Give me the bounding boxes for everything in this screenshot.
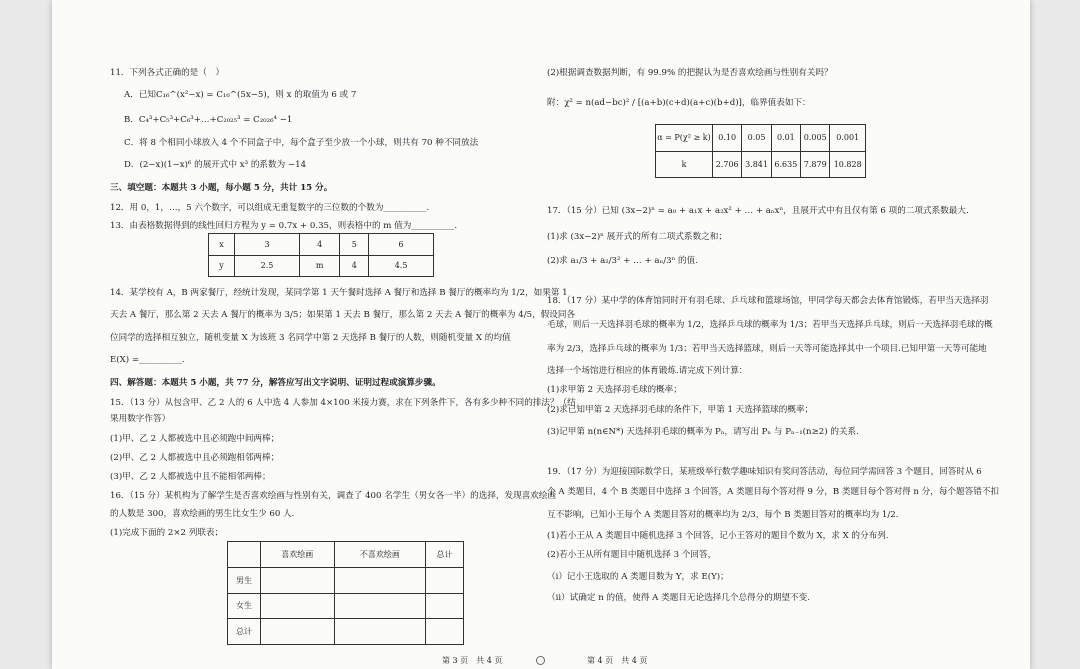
q11-stem: 11．下列各式正确的是（ ） — [110, 68, 225, 78]
q11-option-b: B．C₄³+C₅³+C₆³+…+C₂₀₂₅³ = C₂₀₂₆⁴ −1 — [124, 115, 293, 125]
q16-part-1: (1)完成下面的 2×2 列联表； — [110, 528, 224, 538]
table-cell: y — [209, 255, 235, 277]
q12: 12．用 0，1，…，5 六个数字，可以组成无重复数字的三位数的个数为__________. — [110, 203, 430, 213]
chi-critical-table — [655, 124, 866, 178]
table-cell: 2.5 — [235, 255, 300, 277]
table-cell: 4 — [299, 234, 340, 256]
q15-part-2: (2)甲、乙 2 人都被选中且必须跑相邻两棒； — [110, 453, 280, 463]
q14-line-3: 位同学的选择相互独立，随机变量 X 为该班 3 名同学中第 2 天选择 B 餐厅的人数，则随机变量 X 的均值 — [110, 333, 511, 343]
q11-option-c: C．将 8 个相同小球放入 4 个不同盒子中，每个盒子至少放一个小球，则共有 70 种不同放法 — [124, 138, 479, 148]
table-cell: 不喜欢绘画 — [334, 542, 425, 568]
q11-option-d: D．(2−x)(1−x)⁶ 的展开式中 x³ 的系数为 −14 — [124, 160, 307, 170]
table-cell: 6 — [369, 234, 434, 256]
table-cell: 4 — [340, 255, 369, 277]
table-cell — [334, 593, 425, 619]
q19-part-2-ii: （ii）试确定 n 的值，使得 A 类题目无论选择几个总得分的期望不变. — [547, 593, 810, 603]
q18-part-2: (2)求已知甲第 2 天选择羽毛球的条件下，甲第 1 天选择篮球的概率； — [547, 405, 814, 415]
table-row — [209, 234, 434, 256]
table-cell: 3 — [235, 234, 300, 256]
table-row — [228, 619, 464, 645]
q15-line-2: 果用数字作答） — [110, 414, 171, 424]
table-cell: k — [656, 151, 713, 178]
table-cell — [334, 567, 425, 593]
table-cell — [261, 619, 335, 645]
q13-table — [208, 233, 434, 277]
table-cell — [228, 542, 261, 568]
q19-line-1: 19．（17 分）为迎接国际数学日，某班级举行数学趣味知识有奖问答活动，每位同学需回答 3 个题目，回答时从 6 — [547, 467, 982, 477]
q19-part-1: (1)若小王从 A 类题目中随机选择 3 个回答，记小王答对的题目个数为 X，求 X 的分布列. — [547, 531, 889, 541]
exam-sheet — [52, 0, 1030, 669]
page-number-left: 第 3 页 共 4 页 — [442, 656, 503, 665]
q14-line-1: 14．某学校有 A，B 两家餐厅，经统计发现，某同学第 1 天午餐时选择 A 餐厅和选择 B 餐厅的概率均为 1/2，如果第 1 — [110, 288, 568, 298]
table-cell: m — [299, 255, 340, 277]
table-cell — [426, 593, 464, 619]
table-cell: 0.01 — [771, 125, 800, 152]
q11-option-a: A．已知C₁₆^(x²−x) = C₁₆^(5x−5)，则 x 的取值为 6 或 7 — [124, 90, 357, 100]
table-row — [228, 542, 464, 568]
table-cell: 3.841 — [742, 151, 771, 178]
table-cell — [426, 619, 464, 645]
q16-line-1: 16．（15 分）某机构为了解学生是否喜欢绘画与性别有关，调查了 400 名学生（男女各一半）的选择，发现喜欢绘画 — [110, 491, 557, 501]
q18-line-2: 毛球，则后一天选择羽毛球的概率为 1/2，选择乒乓球的概率为 1/3；若甲当天选择乒乓球，则后一天选择羽毛球的概 — [547, 320, 993, 330]
chi-square-formula: 附：χ² = n(ad−bc)² / [(a+b)(c+d)(a+c)(b+d)]，临界值表如下： — [547, 98, 811, 108]
table-cell: 0.10 — [713, 125, 742, 152]
table-cell: 喜欢绘画 — [261, 542, 335, 568]
q19-line-2: 个 A 类题目，4 个 B 类题目中选择 3 个回答，A 类题目每个答对得 9 分，B 类题目每个答对得 n 分，每个题答错不扣 — [547, 487, 1000, 497]
table-row — [656, 151, 866, 178]
q18-part-3: (3)记甲第 n(n∈N*) 天选择羽毛球的概率为 Pₙ，请写出 Pₙ 与 Pₙ₋₁(n≥2) 的关系. — [547, 427, 859, 437]
q16-line-2: 的人数是 300，喜欢绘画的男生比女生少 60 人. — [110, 509, 295, 519]
q18-line-3: 率为 2/3，选择乒乓球的概率为 1/3；若甲当天选择篮球，则后一天等可能选择其中一个项目.已知甲第一天等可能地 — [547, 344, 987, 354]
page-number-right: 第 4 页 共 4 页 — [587, 656, 648, 665]
table-row — [209, 255, 434, 277]
table-cell — [426, 567, 464, 593]
table-cell: 7.879 — [801, 151, 830, 178]
table-row — [228, 593, 464, 619]
section-3-title: 三、填空题：本题共 3 小题，每小题 5 分，共计 15 分。 — [110, 183, 333, 193]
table-cell — [334, 619, 425, 645]
table-cell: 总计 — [228, 619, 261, 645]
q15-part-1: (1)甲、乙 2 人都被选中且必须跑中间两棒； — [110, 434, 280, 444]
q17-part-2: (2)求 a₁/3 + a₂/3² + … + aₙ/3ⁿ 的值. — [547, 256, 698, 266]
binding-hole-icon — [536, 656, 545, 665]
q15-part-3: (3)甲、乙 2 人都被选中且不能相邻两棒； — [110, 472, 271, 482]
q18-line-4: 选择一个场馆进行相应的体育锻炼.请完成下列计算： — [547, 366, 748, 376]
section-4-title: 四、解答题：本题共 5 小题，共 77 分，解答应写出文字说明、证明过程或演算步骤。 — [110, 378, 441, 388]
q18-line-1: 18．（17 分）某中学的体育馆同时开有羽毛球、乒乓球和篮球场馆，甲同学每天都会去体育馆锻炼，若甲当天选择羽 — [547, 296, 989, 306]
table-cell: x — [209, 234, 235, 256]
table-cell: 5 — [340, 234, 369, 256]
q13: 13．由表格数据得到的线性回归方程为 y = 0.7x + 0.35，则表格中的 m 值为__________. — [110, 221, 458, 231]
q19-line-3: 互不影响，已知小王每个 A 类题目答对的概率均为 2/3，每个 B 类题目答对的概率均为 1/2. — [547, 510, 899, 520]
table-cell: 女生 — [228, 593, 261, 619]
q18-part-1: (1)求甲第 2 天选择羽毛球的概率； — [547, 385, 682, 395]
table-cell: 6.635 — [771, 151, 800, 178]
q16-contingency-table — [227, 541, 464, 645]
table-cell: α = P(χ² ≥ k) — [656, 125, 713, 152]
table-row — [656, 125, 866, 152]
table-cell: 10.828 — [830, 151, 866, 178]
table-cell: 0.005 — [801, 125, 830, 152]
q17-stem: 17．（15 分）已知 (3x−2)ⁿ = a₀ + a₁x + a₂x² + … + aₙxⁿ，且展开式中有且仅有第 6 项的二项式系数最大. — [547, 206, 969, 216]
table-cell — [261, 593, 335, 619]
table-cell: 男生 — [228, 567, 261, 593]
q19-part-2-i: （i）记小王选取的 A 类题目数为 Y，求 E(Y)； — [547, 572, 729, 582]
q14-line-4: E(X) =__________. — [110, 355, 185, 365]
q14-line-2: 天去 A 餐厅，那么第 2 天去 A 餐厅的概率为 3/5；如果第 1 天去 B 餐厅，那么第 2 天去 A 餐厅的概率为 4/5，假设同各 — [110, 310, 576, 320]
table-cell: 总计 — [426, 542, 464, 568]
q16-part-2: (2)根据调查数据判断，有 99.9% 的把握认为是否喜欢绘画与性别有关吗？ — [547, 68, 833, 78]
table-cell: 2.706 — [713, 151, 742, 178]
table-row — [228, 567, 464, 593]
table-cell: 0.05 — [742, 125, 771, 152]
q17-part-1: (1)求 (3x−2)ⁿ 展开式的所有二项式系数之和； — [547, 232, 727, 242]
table-cell — [261, 567, 335, 593]
q19-part-2: (2)若小王从所有题目中随机选择 3 个回答， — [547, 550, 717, 560]
table-cell: 4.5 — [369, 255, 434, 277]
q15-line-1: 15．（13 分）从包含甲、乙 2 人的 6 人中选 4 人参加 4×100 米接力赛，求在下列条件下，各有多少种不同的排法？（结 — [110, 398, 576, 408]
table-cell: 0.001 — [830, 125, 866, 152]
